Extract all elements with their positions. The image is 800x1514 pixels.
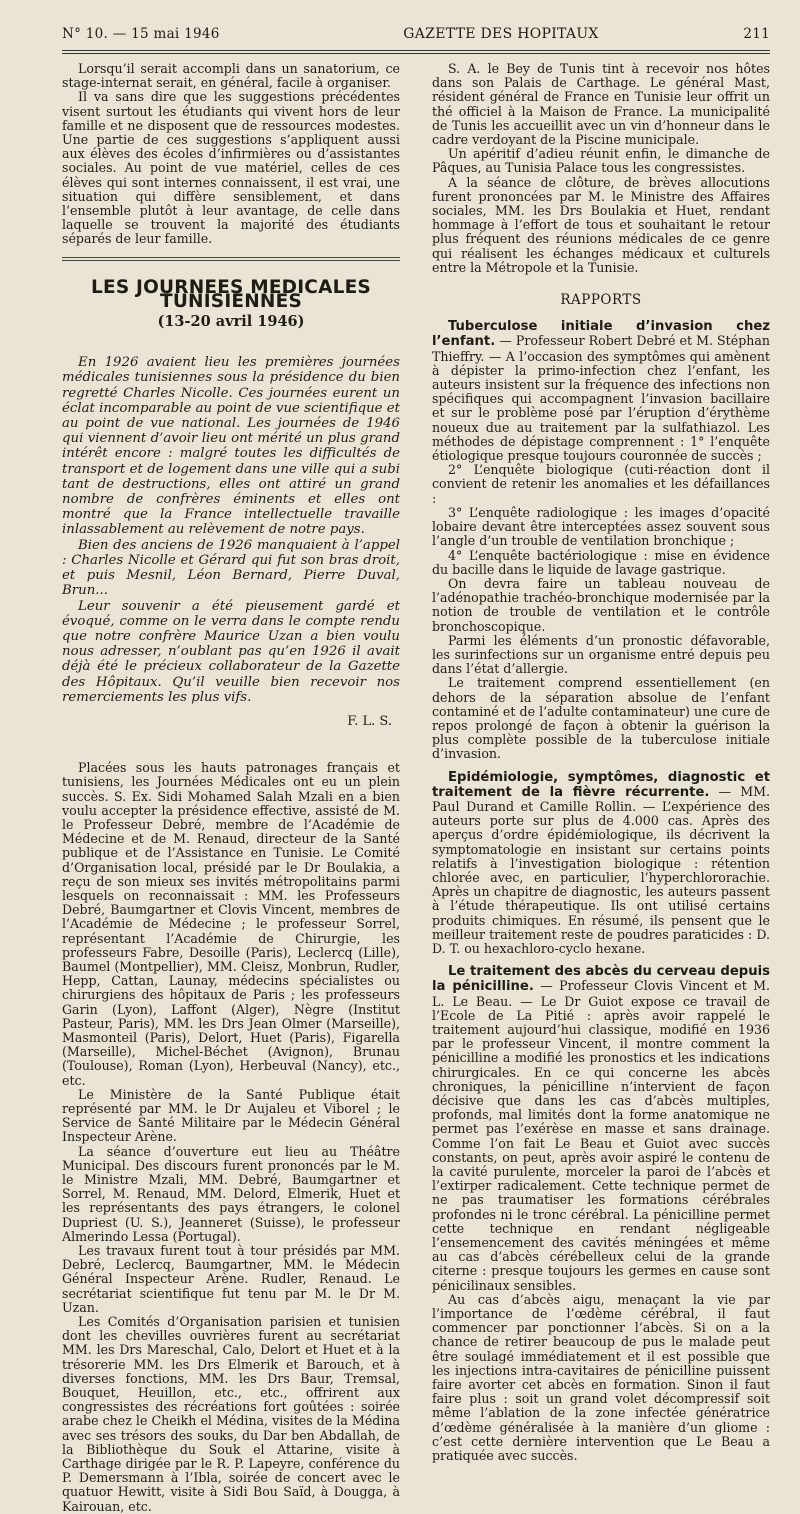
report-text: — Professeur Clovis Vincent et M. L. Le Beau. — Le Dr Guiot expose ce travail de l’Ecole de La Pitié : après avoir rappelé le traitement aujourd’hui classique, modifié en 1936 par le professeur Vincent, il montre comment la pénicilline a modifié les pronostics et les indications chirurgicales. En ce qui concerne les abcès chroniques, la pénicilline n’intervient de façon décisive que dans les cas d’abcès multiples, profonds, mal limités dont la forme anatomique ne permet pas l’exérèse en masse et sans drainage. Comme l’on fait Le Beau et Guiot avec succès constants, on peut, après avoir aspiré le contenu de la cavité purulente, morceler la paroi de l’abcès et l’extirper radicalement. Cette technique permet de ne pas traumatiser les formations cérébrales profondes ni le tronc cérébral. La pénicilline permet cette technique en rendant négligeable l’ensemencement des cavités méningées et même au cas d’abcès cérébelleux celui de la grande citerne : presque toujours les germes en cause sont pénicilinaux sensibles. [432, 978, 771, 1293]
left-column [62, 62, 400, 1514]
paragraph: Au cas d’abcès aigu, menaçant la vie par l’importance de l’œdème cérébral, il faut commencer par ponctionner l’abcès. Si on a la chance de retirer beaucoup de pus le malade peut être soulagé immédiatement et il est possible que les injections intra-cavitaires de pénicilline puissent faire avorter cet abcès en formation. Sinon il faut faire plus : soit un grand volet décompressif soit même l’ablation de la zone infectée génératrice d’œdème généralisée à la manière d’un gliome : c’est cette dernière intervention que Le Beau a pratiquée avec succès. [432, 1291, 770, 1464]
paragraph: La séance d’ouverture eut lieu au Théâtre Municipal. Des discours furent prononcés par le M. le Ministre Mzali, MM. Debré, Baumgartner et Sorrel, M. Renaud, MM. Delord, Elmerik, Huet et les représentants des pays étrangers, le colonel Dupriest (U. S.), Jeanneret (Suisse), le professeur Almerindo Lessa (Portugal). [62, 1143, 400, 1244]
report-fievre [432, 770, 770, 957]
header-rule [62, 50, 770, 54]
paragraph: Un apéritif d’adieu réunit enfin, le dimanche de Pâques, au Tunisia Palace tous les congressistes. [432, 146, 770, 176]
section-heading-rapports: RAPPORTS [560, 292, 642, 309]
paragraph: Lorsqu’il serait accompli dans un sanatorium, ce stage-internat serait, en général, facile à organiser. [62, 61, 400, 91]
report-heading: Tuberculose initiale d’invasion chez l’enfant. [432, 319, 770, 350]
page-number: 211 [743, 26, 770, 42]
paragraph: 2° L’enquête biologique (cuti-réaction dont il convient de retenir les anomalies et les défaillances : [432, 462, 770, 506]
paragraph: Leur souvenir a été pieusement gardé et évoqué, comme on le verra dans le compte rendu que notre confrère Maurice Uzan a bien voulu nous adresser, n’oublant pas qu’en 1926 il avait déjà été le précieux collaborateur de la Gazette des Hôpitaux. Qu’il veuille bien recevoir nos remerciements les plus vifs. [62, 598, 400, 705]
paragraph: Bien des anciens de 1926 manquaient à l’appel : Charles Nicolle et Gérard qui fut son bras droit, et puis Mesnil, Léon Bernard, Pierre Duval, Brun... [62, 537, 400, 599]
paragraph: 3° L’enquête radiologique : les images d’opacité lobaire devant être interceptées assez souvent sous l’angle d’un trouble de ventilation bronchique ; [432, 504, 770, 549]
paragraph: On devra faire un tableau nouveau de l’adénopathie trachéo-bronchique modernisée par la notion de trouble de ventilation et le contrôle bronchoscopique. [432, 575, 770, 634]
editorial-intro [62, 355, 400, 729]
paragraph: Placées sous les hauts patronages français et tunisiens, les Journées Médicales ont eu un plein succès. S. Ex. Sidi Mohamed Salah Mzali en a bien voulu accepter la présidence effective, assisté de M. le Professeur Debré, membre de l’Académie de Médecine et de M. Renaud, directeur de la Santé publique et de l’Assistance en Tunisie. Le Comité d’Organisation local, présidé par le Dr Boulakia, a reçu de son mieux ses invités métropolitains parmi lesquels on reconnaissait : MM. les Professeurs Debré, Baumgartner et Clovis Vincent, membres de l’Académie de Médecine ; le professeur Sorrel, représentant l’Académie de Chirurgie, les professeurs Fabre, Desoille (Paris), Leclercq (Lille), Baumel (Montpellier), MM. Cleisz, Monbrun, Rudler, Hepp, Cattan, Launay, médecins spécialistes ou chirurgiens des hôpitaux de Paris ; les professeurs Garin (Lyon), Laffont (Alger), Nègre (Institut Pasteur, Paris), MM. les Drs Jean Olmer (Marseille), Masmonteil (Paris), Delort, Huet (Paris), Figarella (Marseille), Michel-Béchet (Avignon), Brunau (Toulouse), Roman (Lyon), Herbeuval (Nancy), etc., etc. [62, 760, 400, 1088]
paragraph: 4° L’enquête bactériologique : mise en évidence du bacille dans le liquide de lavage gastrique. [432, 547, 770, 577]
paragraph: Le traitement comprend essentiellement (en dehors de la séparation absolue de l’enfant contaminé et de l’adulte contaminateur) une cure de repos prolongé de façon à obtenir la guérison la plus complète possible de la tuberculose initiale d’invasion. [432, 675, 770, 762]
two-column-body [62, 62, 770, 1514]
paragraph: Le Ministère de la Santé Publique était représenté par MM. le Dr Aujaleu et Viborel ; le Service de Santé Militaire par le Médecin Général Inspecteur Arène. [62, 1086, 400, 1145]
right-column [432, 62, 770, 1514]
paragraph: Il va sans dire que les suggestions précédentes visent surtout les étudiants qui vivent hors de leur famille et ne disposent que de ressources modestes. Une partie de ces suggestions s’appliquent aussi aux élèves des écoles d’infirmières ou d’assistantes sociales. Au point de vue matériel, celles de ces élèves qui sont internes connaissent, il est vrai, une situation qui diffère sensiblement, et dans l’ensemble plutôt à leur avantage, de celle dans laquelle se trouvent la majorité des étudiants séparés de leur famille. [62, 89, 400, 247]
section-divider [62, 257, 400, 261]
paragraph: Les travaux furent tout à tour présidés par MM. Debré, Leclercq, Baumgartner, MM. le Médecin Général Inspecteur Arène. Rudler, Renaud. Le secrétariat scientifique fut tenu par M. le Dr M. Uzan. [62, 1243, 400, 1315]
paragraph: En 1926 avaient lieu les premières journées médicales tunisiennes sous la présidence du bien regretté Charles Nicolle. Ces journées eurent un éclat incomparable au point de vue scientifique et au point de vue national. Les journées de 1946 qui viennent d’avoir lieu ont mérité un plus grand intérêt encore : malgré toutes les difficultés de transport et de logement dans une ville qui a subi tant de destructions, elles ont attiré un grand nombre de confrères éminents et elles ont montré que la France intellectuelle travaille inlassablement au relèvement de notre pays. [62, 355, 400, 538]
report-abces [432, 964, 770, 1293]
article-title: LES JOURNEES MEDICALES TUNISIENNES [91, 276, 371, 312]
editorial-signature: F. L. S. [347, 713, 392, 729]
paragraph: A la séance de clôture, de brèves allocutions furent prononcées par M. le Ministre des Affaires sociales, MM. les Drs Boulakia et Huet, rendant hommage à l’effort de tous et souhaitant le retour plus fréquent des réunions médicales de ce genre qui réalisent les échanges médicaux et culturels entre la Métropole et la Tunisie. [432, 174, 770, 275]
report-text: — Professeur Robert Debré et M. Stéphan Thieffry. — A l’occasion des symptômes qui amènent à dépister la primo-infection chez l’enfant, les auteurs insistent sur la fréquence des infections non spécifiques qui accompagnent l’invasion bacillaire et sur le problème posé par l’éruption d’érythème noueux due au traitement par la sulfathiazol. Les méthodes de dépistage comprennent : 1° l’enquête étiologique presque toujours couronnée de succès ; [432, 333, 770, 464]
report-heading: Le traitement des abcès du cerveau depuis la pénicilline. [432, 964, 770, 995]
report-tuberculose [432, 319, 770, 463]
report-heading: Epidémiologie, symptômes, diagnostic et traitement de la fièvre récurrente. [432, 769, 770, 800]
report-text: — MM. Paul Durand et Camille Rollin. — L’expérience des auteurs porte sur plus de 4.000 cas. Après des aperçus d’ordre épidémiologique, ils décrivent la symptomatologie en insistant sur certains points relatifs à l’investigation biologique : rétention chlorée avec, en particulier, l’hyperchlororachie. Après un chapitre de diagnostic, les auteurs passent à l’étude thérapeutique. Ils ont utilisé certains produits chimiques. En résumé, ils pensent que le meilleur traitement reste de poudres paraticides : D. D. T. ou hexachloro-cyclo hexane. [432, 783, 770, 956]
issue-label: N° 10. — 15 mai 1946 [62, 26, 220, 42]
paragraph: S. A. le Bey de Tunis tint à recevoir nos hôtes dans son Palais de Carthage. Le général Mast, résident général de France en Tunisie leur offrit un thé officiel à la Maison de France. La municipalité de Tunis les accueillit avec un vin d’honneur dans le cadre verdoyant de la Piscine municipale. [432, 61, 770, 148]
journal-title: GAZETTE DES HOPITAUX [403, 26, 599, 42]
paragraph: Les Comités d’Organisation parisien et tunisien dont les chevilles ouvrières furent au secrétariat MM. les Drs Mareschal, Calo, Delort et Huet et à la trésorerie MM. les Drs Elmerik et Barouch, et à diverses fonctions, MM. les Drs Baur, Tremsal, Bouquet, Heuillon, etc., etc., offrirent aux congressistes des récréations fort goûtées : soirée arabe chez le Cheikh el Médina, visites de la Médina avec ses trésors des souks, du Dar ben Abdallah, de la Bibliothèque du Souk el Attarine, visite à Carthage dirigée par le R. P. Lapeyre, conférence du P. Demersmann à l’Ibla, soirée de concert avec le quatuor Hewitt, visite à Sidi Bou Saïd, à Dougga, à Kairouan, etc. [62, 1314, 400, 1514]
page-header [62, 26, 770, 44]
paragraph: Parmi les éléments d’un pronostic défavorable, les surinfections sur un organisme entré depuis peu dans l’état d’allergie. [432, 632, 770, 677]
article-subtitle: (13-20 avril 1946) [157, 313, 305, 331]
